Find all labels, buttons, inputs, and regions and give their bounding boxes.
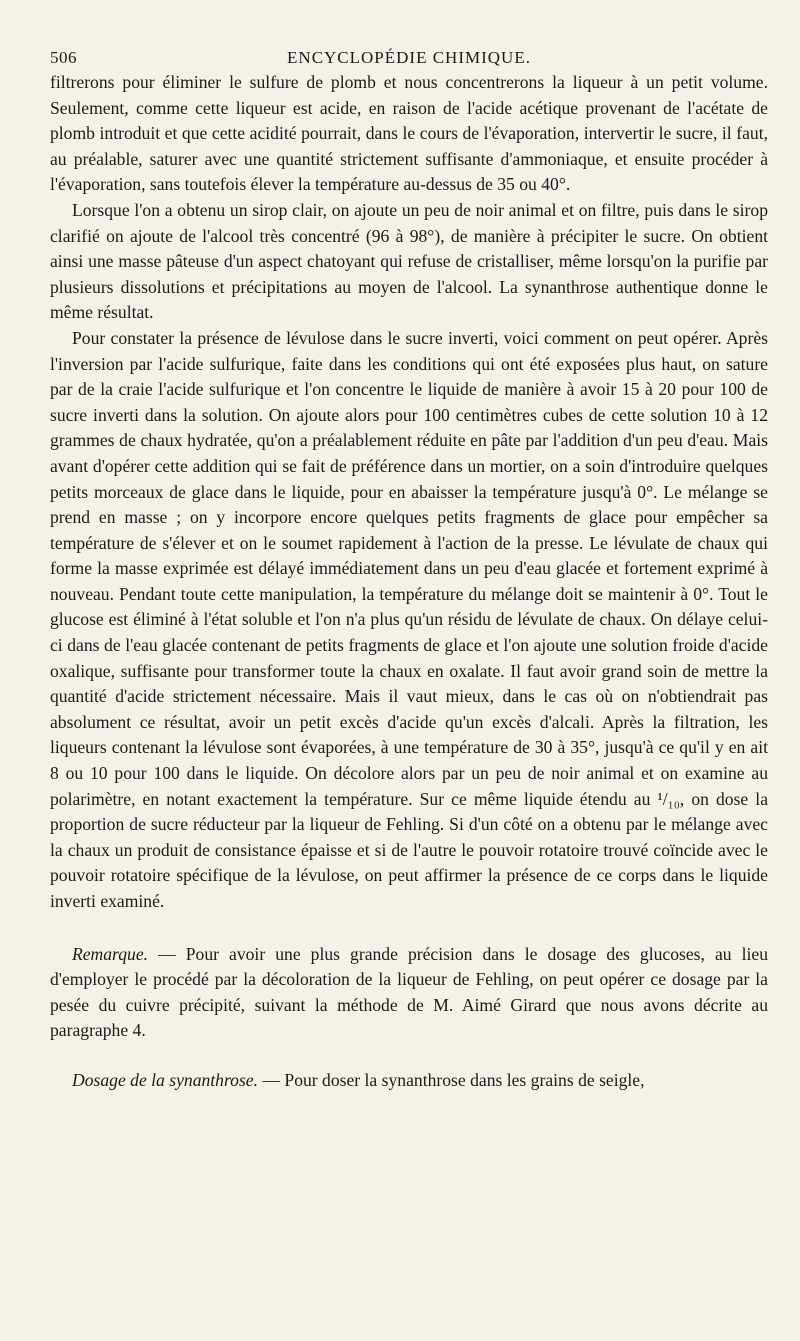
paragraph-2: Lorsque l'on a obtenu un sirop clair, on ajoute un peu de noir animal et on filtre, puis dans le sirop clarifié on ajoute de l'alcool très concentré (96 à 98°), de manière à précipiter le sucre. On obtient ainsi une masse pâteuse d'un aspect chatoyant qui refuse de cristalliser, même lorsqu'on la purifie par plusieurs dissolutions et précipitations au moyen de l'alcool. La synanthrose authentique donne le même résultat. bbox=[50, 199, 768, 323]
paragraph-dosage bbox=[50, 1068, 768, 1094]
page-header bbox=[50, 40, 768, 70]
running-title: ENCYCLOPÉDIE CHIMIQUE. bbox=[287, 48, 531, 67]
dosage-heading: Dosage de la synanthrose. bbox=[72, 1069, 259, 1090]
page-number: 506 bbox=[50, 48, 77, 67]
body-text bbox=[50, 70, 768, 1094]
remarque-heading: Remarque. bbox=[72, 943, 149, 964]
remarque-text: — Pour avoir une plus grande précision dans le dosage des glucoses, au lieu d'employer le procédé par la décoloration de la liqueur de Fehling, on peut opérer ce dosage par la pesée du cuivre précipité, suivant la méthode de M. Aimé Girard que nous avons décrite au paragraphe 4. bbox=[50, 943, 768, 1041]
paragraph-1: filtrerons pour éliminer le sulfure de plomb et nous concentrerons la liqueur à un petit volume. Seulement, comme cette liqueur est acide, en raison de l'acide acétique provenant de l'acétate de plomb introduit et que cette acidité pourrait, dans le cours de l'évaporation, intervertir le sucre, il faut, au préalable, saturer avec une quantité strictement suffisante d'ammoniaque, et ensuite procéder à l'évaporation, sans toutefois élever la température au-dessus de 35 ou 40°. bbox=[50, 72, 768, 195]
paragraph-remarque bbox=[50, 942, 768, 1044]
paragraph-3: Pour constater la présence de lévulose dans le sucre inverti, voici comment on peut opérer. Après l'inversion par l'acide sulfurique, faite dans les conditions qui ont été exposées plus haut, on sature par de la craie l'acide sulfurique et l'on concentre le liquide de manière à avoir 15 à 20 pour 100 de sucre inverti dans la solution. On ajoute alors pour 100 centimètres cubes de cette solution 10 à 12 grammes de chaux hydratée, qu'on a préalablement réduite en pâte par l'addition d'un peu d'eau. Mais avant d'opérer cette addition qui se fait de préférence dans un mortier, on a soin d'introduire quelques petits morceaux de glace dans le liquide, pour en abaisser la température jusqu'à 0°. Le mélange se prend en masse ; on y incorpore encore quelques petits fragments de glace pour empêcher sa température de s'élever et on le soumet rapidement à l'action de la presse. Le lévulate de chaux qui forme la masse exprimée est délayé immédiatement dans un peu d'eau glacée et fortement exprimé à nouveau. Pendant toute cette manipulation, la température du mélange doit se maintenir à 0°. Tout le glucose est éliminé à l'état soluble et l'on n'a plus qu'un résidu de lévulate de chaux. On délaye celui-ci dans de l'eau glacée contenant de petits fragments de glace et l'on ajoute une solution froide d'acide oxalique, suffisante pour transformer toute la chaux en oxalate. Il faut avoir grand soin de mettre la quantité d'acide strictement nécessaire. Mais il vaut mieux, dans le cas où on n'obtiendrait pas absolument ce résultat, avoir un petit excès d'acide qu'un excès d'alcali. Après la filtration, les liqueurs contenant la lévulose sont évaporées, à une température de 30 à 35°, jusqu'à ce qu'il y en ait 8 ou 10 pour 100 dans le liquide. On décolore alors par un peu de noir animal et on examine au polarimètre, en notant exactement la température. Sur ce même liquide étendu au ¹/₁₀, on dose la proportion de sucre réducteur par la liqueur de Fehling. Si d'un côté on a obtenu par le mélange avec la chaux un produit de consistance épaisse et si de l'autre le pouvoir rotatoire trouvé coïncide avec le pouvoir rotatoire spécifique de la lévulose, on peut affirmer la présence de ce corps dans le liquide inverti examiné. bbox=[50, 327, 768, 911]
dosage-text: — Pour doser la synanthrose dans les grains de seigle, bbox=[258, 1069, 645, 1090]
